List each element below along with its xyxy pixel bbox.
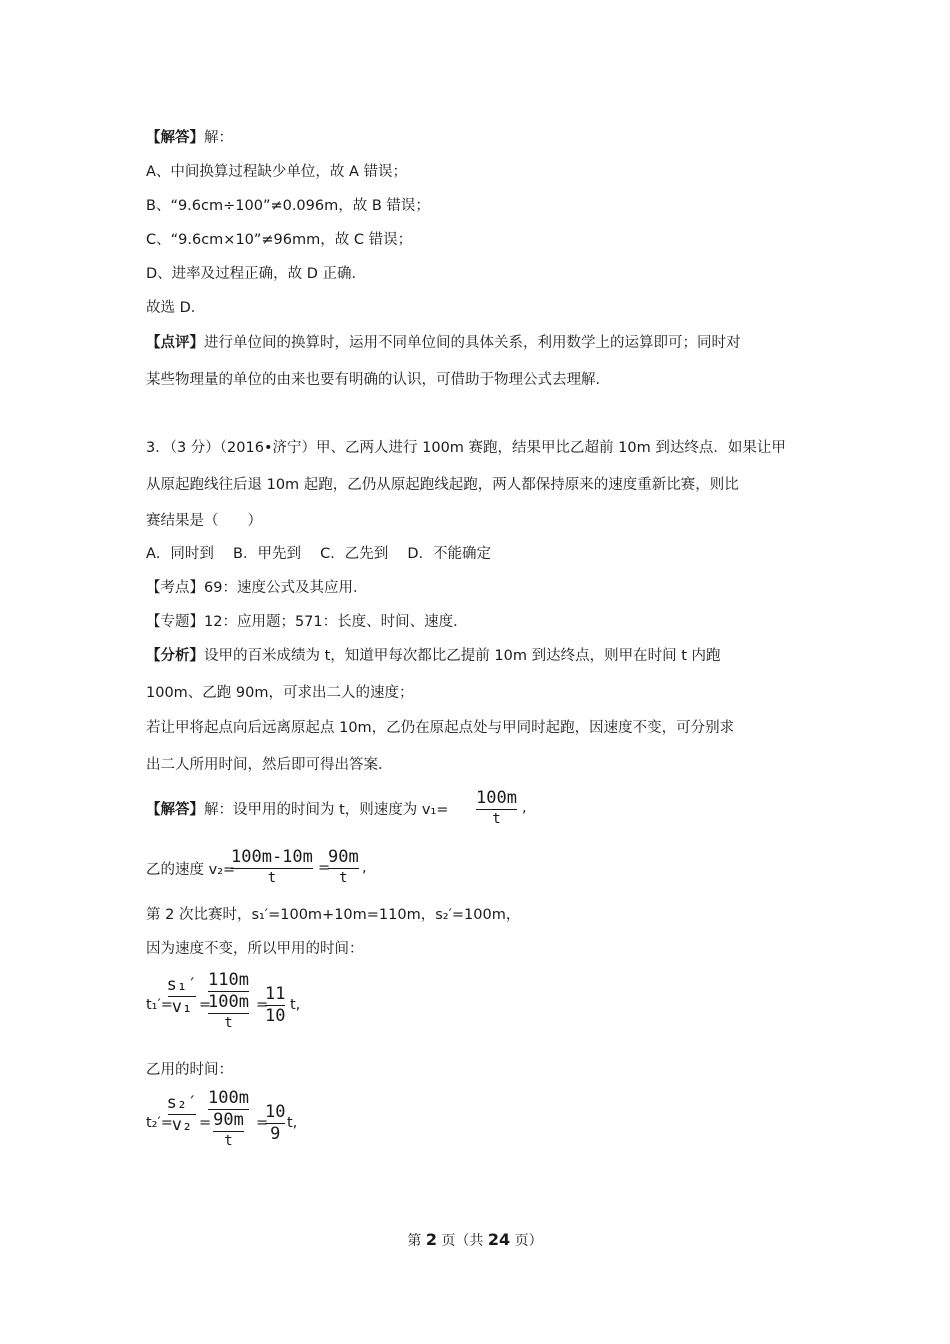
t1-s: s₁′ (166, 975, 198, 995)
v1-numerator: 100m (476, 788, 517, 808)
t2-mid-fraction (208, 1090, 249, 1148)
zhuanti-line (146, 612, 468, 632)
comment-text-1: 进行单位间的换算时，运用不同单位间的具体关系，利用数学上的运算即可；同时对 (204, 335, 741, 351)
t2-equals-1: = (199, 1115, 212, 1131)
answer-line-c: C、“9.6cm×10”≠96mm，故 C 错误； (146, 232, 413, 248)
t1-suffix: t, (290, 997, 301, 1013)
v2-numerator-1: 100m-10m (231, 847, 313, 867)
question-3-line-1: 3．（3 分）（2016•济宁）甲、乙两人进行 100m 赛跑，结果甲比乙超前 10m 到达终点．如果让甲 (146, 440, 786, 456)
t2-s: s₂′ (166, 1093, 198, 1113)
v1-denominator: t (492, 811, 501, 827)
fenxi-tag: 【分析】 (146, 648, 204, 664)
v1-fraction (476, 790, 517, 826)
fraction-bar (213, 1131, 244, 1132)
t2-equals-2: = (256, 1115, 269, 1131)
fraction-bar (208, 1013, 249, 1014)
jieda-text: 解：设甲用的时间为 t，则速度为 v₁= (204, 802, 449, 818)
fraction-bar (476, 809, 517, 810)
answer-heading (146, 128, 233, 148)
question-3-options: A．同时到 B．甲先到 C．乙先到 D．不能确定 (146, 546, 491, 562)
v2-denominator-2: t (339, 870, 348, 886)
t1-prefix: t₁′= (146, 997, 173, 1013)
t1-result-denominator: 10 (265, 1006, 286, 1026)
footer-post: 页） (510, 1233, 543, 1249)
t2-mid-denominator (213, 1112, 244, 1148)
question-3-line-3: 赛结果是（ ） (146, 513, 262, 529)
kaodian-tag: 【考点】 (146, 580, 204, 596)
answer-line-a: A、中间换算过程缺少单位，故 A 错误； (146, 164, 408, 180)
footer-mid: 页（共 (436, 1233, 488, 1249)
t2-mid-den-denominator: t (224, 1133, 233, 1149)
fenxi-line-3: 若让甲将起点向后远离原起点 10m，乙仍在原起点处与甲同时起跑，因速度不变，可分别求 (146, 720, 735, 736)
t2-v: v₂ (171, 1115, 193, 1135)
t1-result-fraction (265, 986, 285, 1025)
answer-tag: 【解答】 (146, 130, 204, 146)
jieda-line (146, 800, 448, 820)
fenxi-line-1 (146, 646, 721, 666)
page-footer (0, 1230, 950, 1250)
t2-result-denominator: 9 (270, 1124, 281, 1144)
t1-v: v₁ (171, 997, 193, 1017)
t1-mid-den-numerator: 100m (208, 992, 249, 1012)
comment-tag: 【点评】 (146, 335, 204, 351)
v2-comma: , (362, 860, 367, 876)
t1-mid-den-denominator: t (224, 1015, 233, 1031)
kaodian-line (146, 578, 367, 598)
answer-line-d: D、进率及过程正确，故 D 正确． (146, 266, 367, 282)
comment-line-1 (146, 333, 741, 353)
jieda-tag: 【解答】 (146, 802, 204, 818)
t2-suffix: t, (287, 1115, 298, 1131)
t1-result-numerator: 11 (265, 984, 286, 1004)
v2-numerator-2: 90m (328, 847, 359, 867)
v1-comma: , (522, 800, 527, 816)
v2-fraction-1 (231, 849, 313, 885)
v2-equals: = (318, 860, 331, 876)
t1-mid-numerator: 110m (208, 970, 249, 990)
answer-head-text: 解： (204, 130, 233, 146)
v2-prefix: 乙的速度 v₂= (146, 862, 236, 878)
fraction-bar (328, 868, 359, 869)
t1-equals-2: = (256, 997, 269, 1013)
fenxi-text-1: 设甲的百米成绩为 t，知道甲每次都比乙提前 10m 到达终点，则甲在时间 t 内跑 (204, 648, 721, 664)
fraction-bar (231, 868, 313, 869)
page-total: 24 (487, 1230, 511, 1249)
answer-conclusion: 故选 D． (146, 300, 206, 316)
yi-time-line: 乙用的时间： (146, 1062, 233, 1078)
t1-s-over-v (168, 977, 196, 1016)
v2-denominator-1: t (267, 870, 277, 886)
t2-mid-den-numerator: 90m (213, 1110, 244, 1130)
fenxi-line-2: 100m、乙跑 90m，可求出二人的速度； (146, 685, 414, 701)
t2-result-numerator: 10 (265, 1102, 286, 1122)
t2-prefix: t₂′= (146, 1115, 173, 1131)
fenxi-line-4: 出二人所用时间，然后即可得出答案． (146, 757, 393, 773)
zhuanti-tag: 【专题】 (146, 614, 204, 630)
t1-mid-denominator (208, 994, 249, 1030)
question-3-line-2: 从原起跑线往后退 10m 起跑，乙仍从原起跑线起跑，两人都保持原来的速度重新比赛，则比 (146, 477, 739, 493)
t2-s-over-v (168, 1095, 196, 1134)
page-number: 2 (425, 1230, 437, 1249)
v2-fraction-2 (328, 849, 359, 885)
comment-line-2: 某些物理量的单位的由来也要有明确的认识，可借助于物理公式去理解． (146, 372, 610, 388)
t2-result-fraction (265, 1104, 285, 1143)
zhuanti-text: 12：应用题；571：长度、时间、速度． (204, 614, 468, 630)
t1-equals-1: = (199, 997, 212, 1013)
t1-mid-fraction (208, 972, 249, 1030)
answer-line-b: B、“9.6cm÷100”≠0.096m，故 B 错误； (146, 198, 430, 214)
kaodian-text: 69：速度公式及其应用． (204, 580, 368, 596)
because-line: 因为速度不变，所以甲用的时间： (146, 941, 364, 957)
footer-pre: 第 (407, 1233, 426, 1249)
race-2-line: 第 2 次比赛时，s₁′=100m+10m=110m，s₂′=100m， (146, 907, 521, 923)
t2-mid-numerator: 100m (208, 1088, 249, 1108)
